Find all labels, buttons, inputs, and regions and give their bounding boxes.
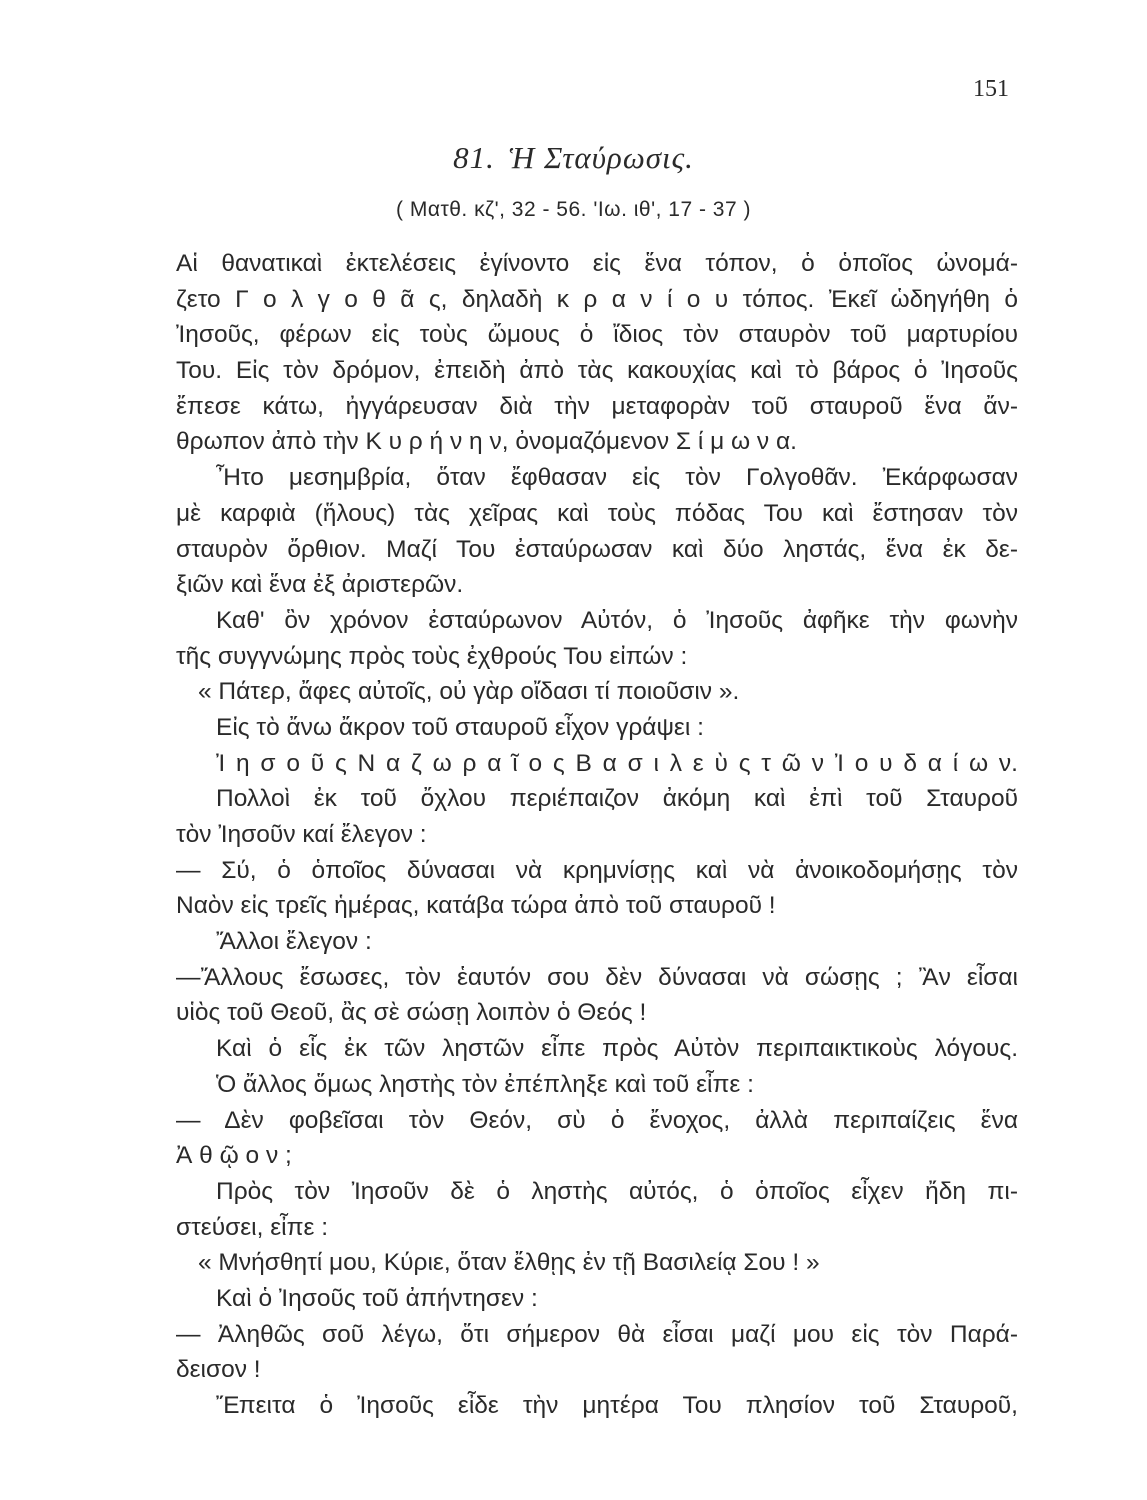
text-line: τῆς συγγνώμης πρὸς τοὺς ἐχθρούς Του εἰπών :: [176, 642, 688, 670]
text-line: τὸν Ἰησοῦν καί ἔλεγον :: [176, 821, 427, 848]
chapter-title-text: Ἡ Σταύρωσις.: [508, 140, 694, 175]
text-line: « Πάτερ, ἄφες αὐτοῖς, οὐ γὰρ οἴδασι τί ποιοῦσιν ».: [198, 678, 740, 706]
text-line: ἔπεσε κάτω, ἠγγάρευσαν διὰ τὴν μεταφορὰν τοῦ σταυροῦ ἕνα ἄν-: [176, 392, 1018, 420]
text-line: Αἱ θανατικαὶ ἐκτελέσεις ἐγίνοντο εἰς ἕνα τόπον, ὁ ὁποῖος ὠνομά-: [176, 250, 1018, 277]
text-line: Πολλοὶ ἐκ τοῦ ὄχλου περιέπαιζον ἀκόμη καὶ ἐπὶ τοῦ Σταυροῦ: [216, 785, 1018, 813]
text-line: — Σύ, ὁ ὁποῖος δύνασαι νὰ κρημνίσῃς καὶ νὰ ἀνοικοδομήσῃς τὸν: [176, 856, 1018, 884]
text-line: Καὶ ὁ εἷς ἐκ τῶν ληστῶν εἶπε πρὸς Αὐτὸν περιπαικτικοὺς λόγους.: [216, 1035, 1018, 1063]
text-line: ξιῶν καὶ ἕνα ἐξ ἀριστερῶν.: [176, 571, 464, 599]
chapter-title: [0, 140, 1147, 176]
text-line: δεισον !: [176, 1356, 261, 1384]
text-line: στεύσει, εἶπε :: [176, 1213, 329, 1241]
text-line: μὲ καρφιὰ (ἥλους) τὰς χεῖρας καὶ τοὺς πόδας Του καὶ ἔστησαν τὸν: [176, 499, 1018, 527]
text-line: —Ἄλλους ἔσωσες, τὸν ἑαυτόν σου δὲν δύνασαι νὰ σώσῃς ; Ἂν εἶσαι: [176, 963, 1018, 991]
text-line: υἱὸς τοῦ Θεοῦ, ἂς σὲ σώσῃ λοιπὸν ὁ Θεός !: [176, 999, 647, 1027]
text-line: Ἄλλοι ἔλεγον :: [216, 928, 372, 956]
text-line: Καὶ ὁ Ἰησοῦς τοῦ ἀπήντησεν :: [216, 1284, 538, 1312]
text-line: Εἰς τὸ ἄνω ἄκρον τοῦ σταυροῦ εἶχον γράψει :: [216, 713, 704, 741]
text-line: Ἦτο μεσημβρία, ὅταν ἔφθασαν εἰς τὸν Γολγοθᾶν. Ἐκάρφωσαν: [216, 464, 1018, 492]
chapter-number: 81.: [453, 140, 495, 175]
text-line: Ἔπειτα ὁ Ἰησοῦς εἶδε τὴν μητέρα Του πλησίον τοῦ Σταυροῦ,: [216, 1392, 1018, 1419]
text-line: « Μνήσθητί μου, Κύριε, ὅταν ἔλθῃς ἐν τῇ Βασιλείᾳ Σου ! »: [198, 1249, 820, 1277]
text-line: θρωπον ἀπὸ τὴν Κ υ ρ ή ν η ν, ὀνομαζόμενον Σ ί μ ω ν α.: [176, 428, 797, 456]
scripture-reference: ( Ματθ. κζ', 32 - 56. 'Ιω. ιθ', 17 - 37 ): [396, 198, 751, 221]
text-line: ζετο Γ ο λ γ ο θ ᾶ ς, δηλαδὴ κ ρ α ν ί ο υ τόπος. Ἐκεῖ ὡδηγήθη ὁ: [176, 285, 1018, 313]
text-line: σταυρὸν ὄρθιον. Μαζί Του ἐσταύρωσαν καὶ δύο ληστάς, ἕνα ἐκ δε-: [176, 535, 1018, 563]
text-line: Ναὸν εἰς τρεῖς ἡμέρας, κατάβα τώρα ἀπὸ τοῦ σταυροῦ !: [176, 892, 776, 920]
text-line: — Ἀληθῶς σοῦ λέγω, ὅτι σήμερον θὰ εἶσαι μαζί μου εἰς τὸν Παρά-: [176, 1320, 1018, 1348]
text-line: Πρὸς τὸν Ἰησοῦν δὲ ὁ ληστὴς αὐτός, ὁ ὁποῖος εἶχεν ἤδη πι-: [216, 1177, 1018, 1205]
body-text: [176, 246, 1018, 1424]
text-line: Ἰησοῦς, φέρων εἰς τοὺς ὤμους ὁ ἴδιος τὸν σταυρὸν τοῦ μαρτυρίου: [176, 321, 1018, 349]
text-line: Ὁ ἄλλος ὅμως ληστὴς τὸν ἐπέπληξε καὶ τοῦ εἶπε :: [216, 1070, 754, 1098]
text-line: Καθ' ὃν χρόνον ἐσταύρωνον Αὐτόν, ὁ Ἰησοῦς ἀφῆκε τὴν φωνὴν: [216, 606, 1018, 634]
text-line: Του. Εἰς τὸν δρόμον, ἐπειδὴ ἀπὸ τὰς κακουχίας καὶ τὸ βάρος ὁ Ἰησοῦς: [176, 357, 1018, 385]
text-line: Ἀ θ ῷ ο ν ;: [176, 1142, 292, 1170]
text-line: Ἰ η σ ο ῦ ς Ν α ζ ω ρ α ῖ ο ς Β α σ ι λ ε ὺ ς τ ῶ ν Ἰ ο υ δ α ί ω ν.: [216, 749, 1018, 777]
page-number: 151: [973, 76, 1009, 102]
text-line: — Δὲν φοβεῖσαι τὸν Θεόν, σὺ ὁ ἔνοχος, ἀλλὰ περιπαίζεις ἕνα: [176, 1106, 1018, 1134]
